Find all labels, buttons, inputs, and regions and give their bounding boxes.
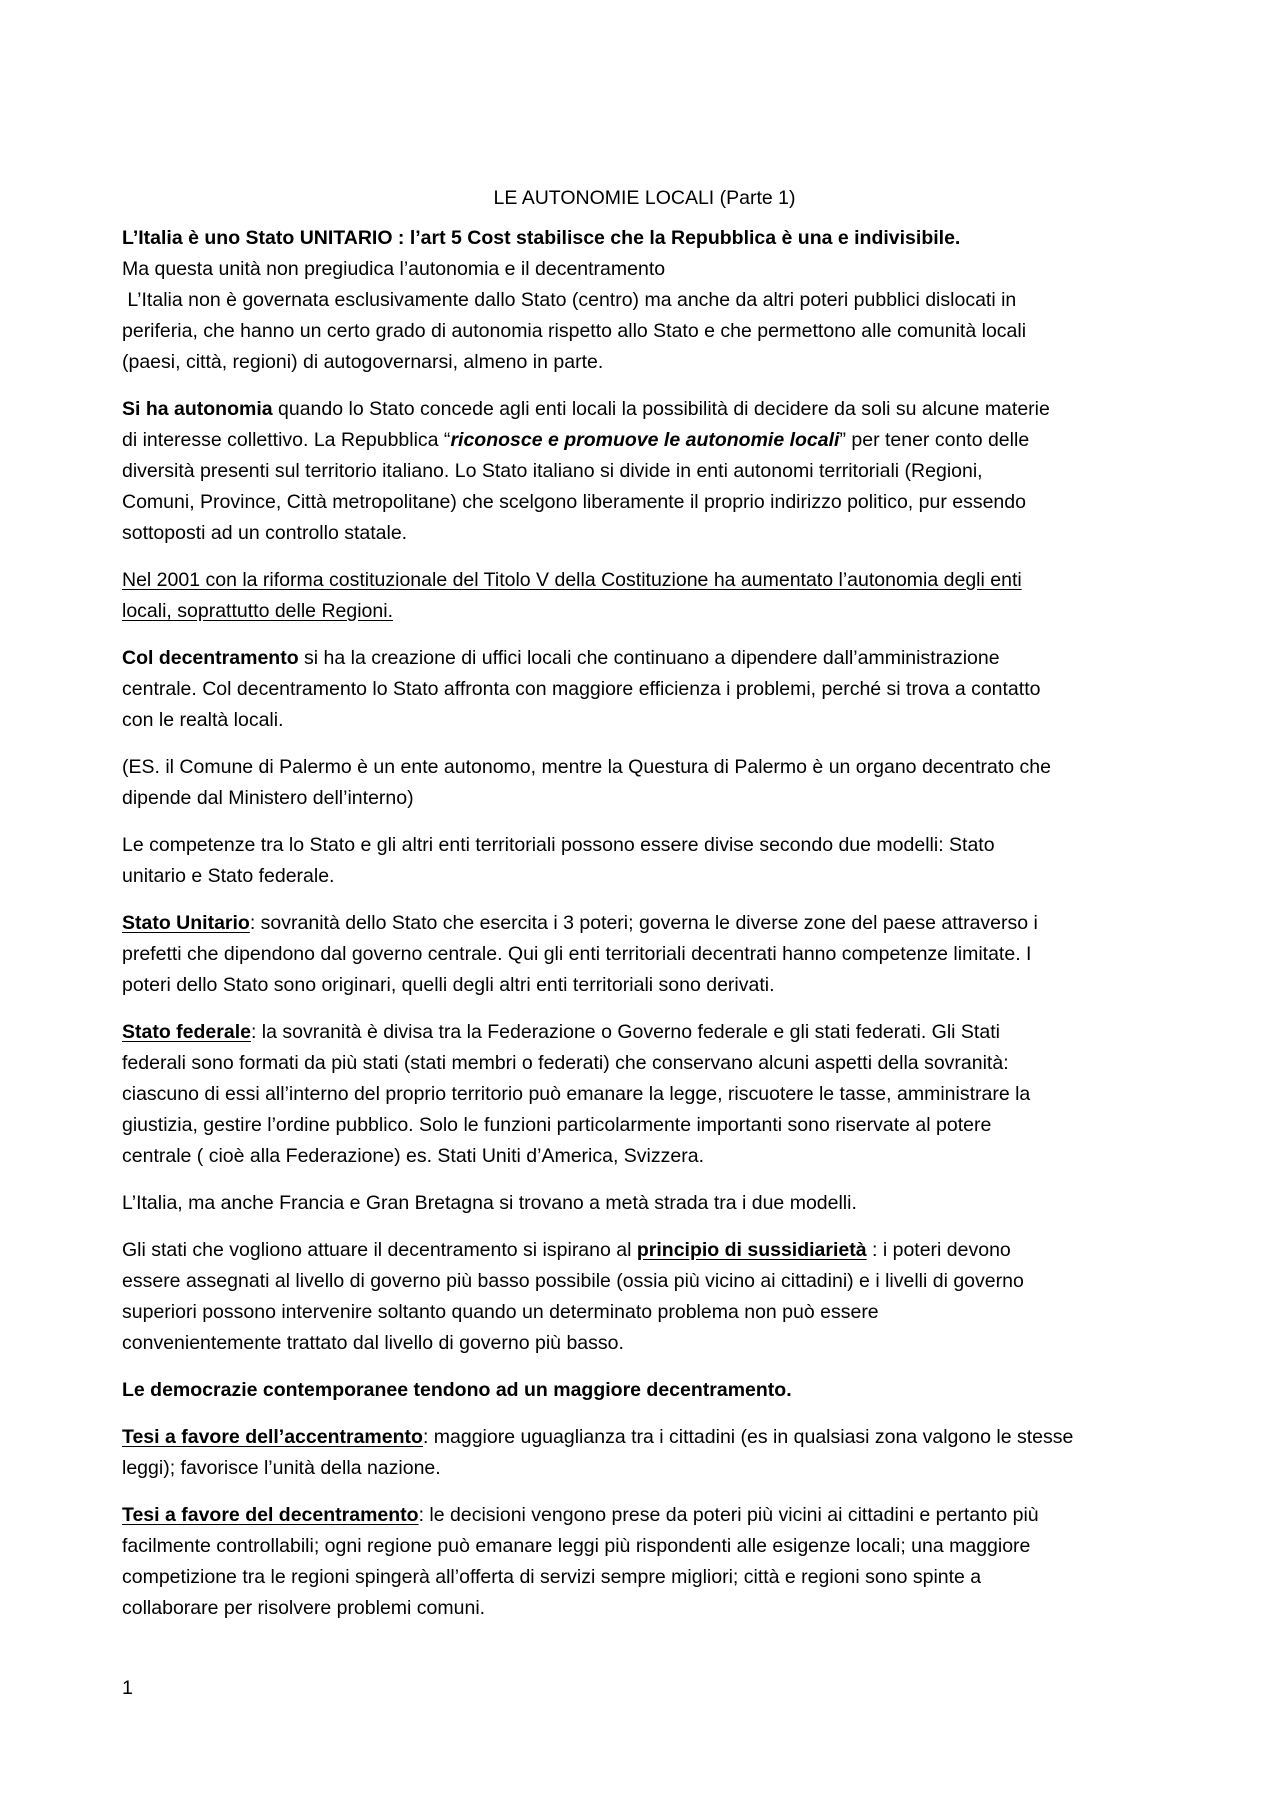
paragraph-line: Le democrazie contemporanee tendono ad un maggiore decentramento. — [122, 1379, 792, 1401]
paragraph-autonomia — [122, 394, 1167, 549]
paragraph-sussidiarieta — [122, 1235, 1167, 1359]
paragraph-line — [122, 1500, 1167, 1531]
paragraph-line: (ES. il Comune di Palermo è un ente autonomo, mentre la Questura di Palermo è un organo decentrato che — [122, 756, 1051, 778]
paragraph-line: collaborare per risolvere problemi comuni. — [122, 1597, 486, 1619]
bold-underlined-term: Tesi a favore dell’accentramento — [122, 1426, 423, 1448]
paragraph-line: con le realtà locali. — [122, 709, 284, 731]
paragraph-line: superiori possono intervenire soltanto quando un determinato problema non può essere — [122, 1301, 879, 1323]
paragraph-line: federali sono formati da più stati (stati membri o federati) che conservano alcuni aspetti della sovranità: — [122, 1052, 1009, 1074]
paragraph-line: competizione tra le regioni spingerà all’offerta di servizi sempre migliori; città e regioni sono spinte a — [122, 1566, 982, 1588]
paragraph-line — [122, 394, 1167, 425]
text-run: ” per tener conto delle — [839, 429, 1030, 451]
bold-underlined-term: principio di sussidiarietà — [636, 1239, 867, 1261]
paragraph-accentramento — [122, 1422, 1167, 1484]
paragraph-line: periferia, che hanno un certo grado di autonomia rispetto allo Stato e che permettono alle comunità locali — [122, 320, 1027, 342]
paragraph-line: L’Italia non è governata esclusivamente dallo Stato (centro) ma anche da altri poteri pubblici dislocati in — [122, 289, 1017, 311]
paragraph-stato-unitario — [122, 223, 1167, 378]
text-run: : sovranità dello Stato che esercita i 3 poteri; governa le diverse zone del paese attraverso i — [249, 912, 1038, 934]
paragraph-line: convenientemente trattato dal livello di governo più basso. — [122, 1332, 624, 1354]
paragraph-line: unitario e Stato federale. — [122, 865, 335, 887]
text-run: : le decisioni vengono prese da poteri più vicini ai cittadini e pertanto più — [418, 1504, 1039, 1526]
paragraph-line: Le competenze tra lo Stato e gli altri enti territoriali possono essere divise secondo due modelli: Stato — [122, 834, 995, 856]
document-body — [122, 183, 1167, 1640]
paragraph-line — [122, 1422, 1167, 1453]
text-run: : maggiore uguaglianza tra i cittadini (es in qualsiasi zona valgono le stesse — [422, 1426, 1074, 1448]
paragraph-line: L’Italia è uno Stato UNITARIO : l’art 5 Cost stabilisce che la Repubblica è una e indivisibile. — [122, 227, 961, 249]
paragraph-decentramento-tesi — [122, 1500, 1167, 1624]
paragraph-line: diversità presenti sul territorio italiano. Lo Stato italiano si divide in enti autonomi territoriali (Regioni, — [122, 460, 983, 482]
paragraph-line: Nel 2001 con la riforma costituzionale del Titolo V della Costituzione ha aumentato l’autonomia degli enti — [122, 569, 1022, 591]
paragraph-line — [122, 425, 1167, 456]
text-run: si ha la creazione di uffici locali che continuano a dipendere dall’amministrazione — [298, 647, 1000, 669]
bold-underlined-term: Stato Unitario — [122, 912, 250, 934]
bold-term: Col decentramento — [122, 647, 299, 669]
paragraph-line: giustizia, gestire l’ordine pubblico. Solo le funzioni particolarmente importanti sono riservate al potere — [122, 1114, 992, 1136]
paragraph-esempio — [122, 752, 1167, 814]
text-run: Gli stati che vogliono attuare il decentramento si ispirano al — [122, 1239, 637, 1261]
paragraph-line: centrale ( cioè alla Federazione) es. Stati Uniti d’America, Svizzera. — [122, 1145, 704, 1167]
bold-underlined-term: Tesi a favore del decentramento — [122, 1504, 419, 1526]
paragraph-line: sottoposti ad un controllo statale. — [122, 522, 408, 544]
text-run: quando lo Stato concede agli enti locali la possibilità di decidere da soli su alcune materie — [272, 398, 1050, 420]
paragraph-decentramento — [122, 643, 1167, 736]
paragraph-line: L’Italia, ma anche Francia e Gran Bretagna si trovano a metà strada tra i due modelli. — [122, 1192, 857, 1214]
text-run: : la sovranità è divisa tra la Federazione o Governo federale e gli stati federati. Gli Stati — [250, 1021, 1000, 1043]
paragraph-stato-unitario-def — [122, 908, 1167, 1001]
paragraph-line: poteri dello Stato sono originari, quelli degli altri enti territoriali sono derivati. — [122, 974, 775, 996]
paragraph-line: leggi); favorisce l’unità della nazione. — [122, 1457, 441, 1479]
paragraph-line: facilmente controllabili; ogni regione può emanare leggi più rispondenti alle esigenze locali; una maggiore — [122, 1535, 1031, 1557]
paragraph-stato-federale-def — [122, 1017, 1167, 1172]
paragraph-line: essere assegnati al livello di governo più basso possibile (ossia più vicino ai cittadini) e i livelli di governo — [122, 1270, 1024, 1292]
text-run: di interesse collettivo. La Repubblica “ — [122, 429, 451, 451]
paragraph-line: ciascuno di essi all’interno del proprio territorio può emanare la legge, riscuotere le tasse, amministrare la — [122, 1083, 1031, 1105]
paragraph-line — [122, 596, 1167, 627]
paragraph-line — [122, 908, 1167, 939]
paragraph-line: dipende dal Ministero dell’interno) — [122, 787, 414, 809]
page-number: 1 — [122, 1677, 133, 1699]
paragraph-line — [122, 643, 1167, 674]
bold-italic-quote: riconosce e promuove le autonomie locali — [450, 429, 840, 451]
paragraph-line: Comuni, Province, Città metropolitane) che scelgono liberamente il proprio indirizzo politico, pur essendo — [122, 491, 1026, 513]
paragraph-line: prefetti che dipendono dal governo centrale. Qui gli enti territoriali decentrati hanno competenze limitate. I — [122, 943, 1032, 965]
document-title: LE AUTONOMIE LOCALI (Parte 1) — [493, 187, 796, 209]
text-run: : i poteri devono — [866, 1239, 1011, 1261]
paragraph-democrazie — [122, 1375, 1167, 1406]
bold-term: Si ha autonomia — [122, 398, 273, 420]
paragraph-italia-modelli — [122, 1188, 1167, 1219]
paragraph-line — [122, 1235, 1167, 1266]
paragraph-line: Ma questa unità non pregiudica l’autonomia e il decentramento — [122, 258, 666, 280]
paragraph-competenze — [122, 830, 1167, 892]
paragraph-riforma-2001 — [122, 565, 1167, 627]
underlined-text: locali, soprattutto delle Regioni. — [122, 600, 393, 622]
paragraph-line: centrale. Col decentramento lo Stato affronta con maggiore efficienza i problemi, perché si trova a contatto — [122, 678, 1041, 700]
paragraph-line — [122, 1017, 1167, 1048]
bold-underlined-term: Stato federale — [122, 1021, 251, 1043]
paragraph-line: (paesi, città, regioni) di autogovernarsi, almeno in parte. — [122, 351, 604, 373]
